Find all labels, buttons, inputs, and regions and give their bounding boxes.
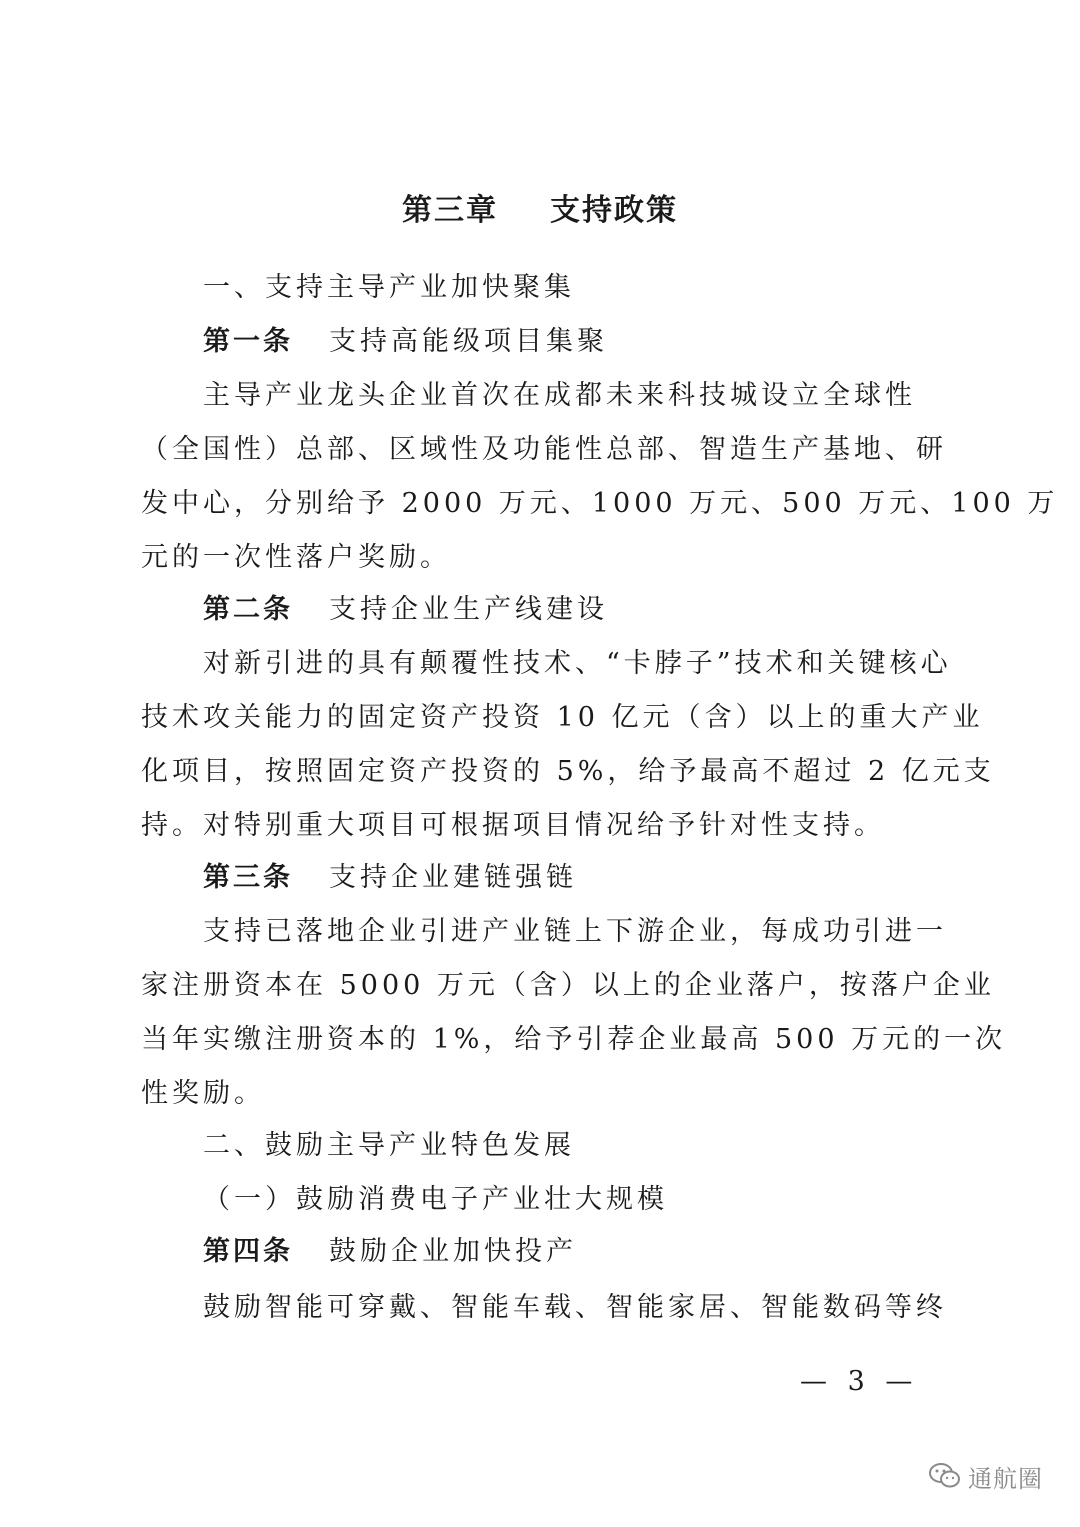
article-1-label: 第一条 xyxy=(203,326,293,357)
article-4-title: 鼓励企业加快投产 xyxy=(329,1236,577,1267)
paragraph-line: 性奖励。 xyxy=(141,1078,265,1109)
section-heading-2: 二、鼓励主导产业特色发展 xyxy=(203,1130,575,1161)
article-2-heading xyxy=(203,590,943,630)
paragraph-line: 家注册资本在 5000 万元（含）以上的企业落户，按落户企业 xyxy=(141,970,995,1001)
paragraph-line: 主导产业龙头企业首次在成都未来科技城设立全球性 xyxy=(203,380,916,411)
paragraph-line: 持。对特别重大项目可根据项目情况给予针对性支持。 xyxy=(141,810,885,841)
watermark xyxy=(928,1456,1043,1496)
paragraph-line: 鼓励智能可穿戴、智能车载、智能家居、智能数码等终 xyxy=(203,1292,947,1323)
subsection-heading: （一）鼓励消费电子产业壮大规模 xyxy=(203,1184,668,1215)
paragraph-line: （全国性）总部、区域性及功能性总部、智造生产基地、研 xyxy=(141,434,947,465)
wechat-icon xyxy=(928,1461,962,1491)
paragraph-line: 技术攻关能力的固定资产投资 10 亿元（含）以上的重大产业 xyxy=(141,702,984,733)
article-2-title: 支持企业生产线建设 xyxy=(329,594,608,625)
watermark-text: 通航圈 xyxy=(968,1464,1043,1493)
chapter-title xyxy=(0,185,1080,229)
chapter-number: 第三章 xyxy=(402,193,498,228)
article-3-heading xyxy=(203,858,943,898)
paragraph-line: 对新引进的具有颠覆性技术、“卡脖子”技术和关键核心 xyxy=(203,648,952,679)
paragraph-line: 元的一次性落户奖励。 xyxy=(141,542,451,573)
article-1-heading xyxy=(203,322,943,362)
article-1-title: 支持高能级项目集聚 xyxy=(329,326,608,357)
paragraph-line: 支持已落地企业引进产业链上下游企业，每成功引进一 xyxy=(203,916,947,947)
page-number: — 3 — xyxy=(800,1366,919,1397)
paragraph-line: 当年实缴注册资本的 1%，给予引荐企业最高 500 万元的一次 xyxy=(141,1024,1007,1055)
article-3-label: 第三条 xyxy=(203,862,293,893)
paragraph-line: 化项目，按照固定资产投资的 5%，给予最高不超过 2 亿元支 xyxy=(141,756,995,787)
article-3-title: 支持企业建链强链 xyxy=(329,862,577,893)
article-2-label: 第二条 xyxy=(203,594,293,625)
paragraph-line: 发中心，分别给予 2000 万元、1000 万元、500 万元、100 万 xyxy=(141,488,1059,519)
chapter-name: 支持政策 xyxy=(550,193,678,228)
section-heading-1: 一、支持主导产业加快聚集 xyxy=(203,272,575,303)
article-4-heading xyxy=(203,1232,943,1272)
article-4-label: 第四条 xyxy=(203,1236,293,1267)
